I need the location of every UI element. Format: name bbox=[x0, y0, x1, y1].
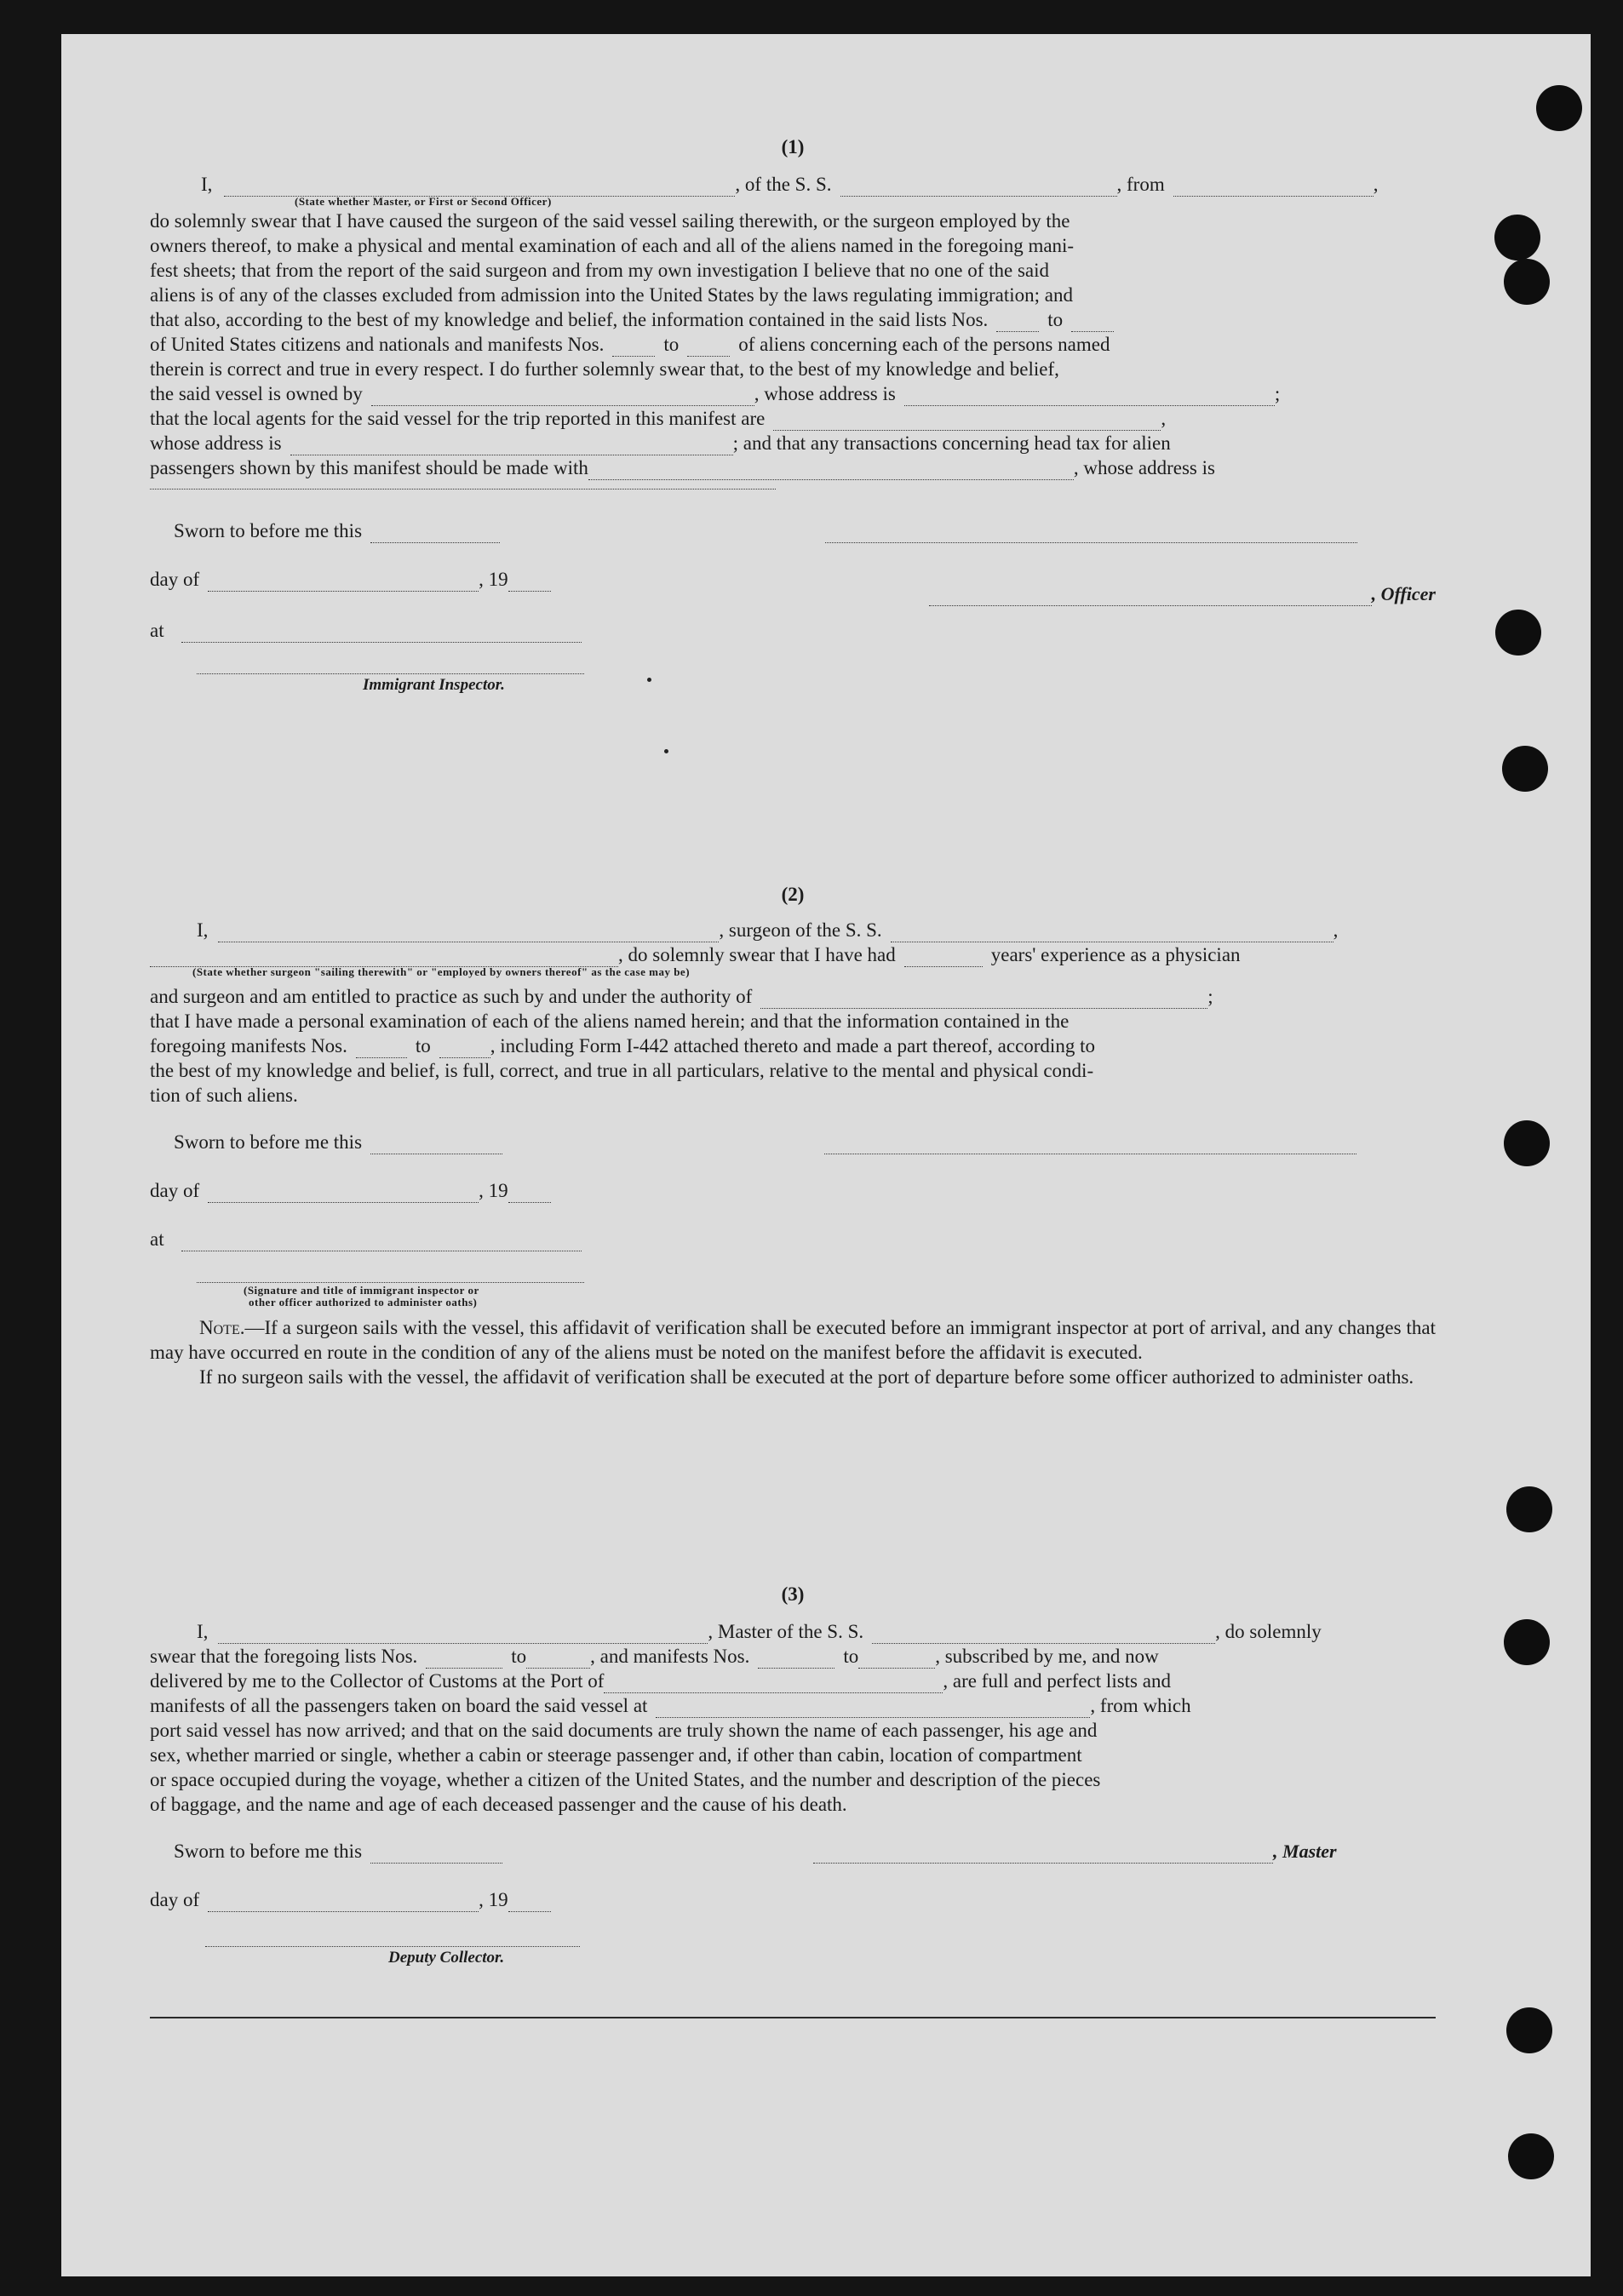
from-port-field[interactable] bbox=[1173, 180, 1374, 197]
at-place-field[interactable] bbox=[181, 1235, 582, 1251]
master-name-field[interactable] bbox=[218, 1628, 708, 1644]
section-1: (1) I, , of the S. S. , from , (State whether Master, or First or Second Officer) do solemnly swear that I have caused the surgeon of the said vessel sailing therewith, or the surgeon employed by the owners thereof, to make a physical and mental examination of each and all of the aliens named in the foregoing mani- fest sheets; that from the report of the said surgeon and from my own investigation I believe that no one of the said aliens is of any of the classes excluded from admission into the United States by the laws regulating immigration; and that also, according to the best of my knowledge and belief, the information contained in the said lists Nos. to of United States citizens and nationals and manifests Nos. to of aliens concerning each of the persons named therein is correct and true in every respect. I do further solemnly swear that, to the best of my knowledge and belief, the said vessel is owned by , whose address is ; that the local agents for the said vessel for the trip reported in this manifest are , whose address is ; and that any transactions concerning head tax for alien passengers shown by this manifest should be made with , whose address is Sworn to before me this day of , 19 , Officer at Immigrant Inspector. bbox=[150, 136, 1436, 694]
lists-to-field[interactable] bbox=[526, 1652, 590, 1669]
year-field[interactable] bbox=[508, 1187, 551, 1203]
sworn-date-field[interactable] bbox=[370, 1138, 502, 1154]
punch-hole-10 bbox=[1508, 2133, 1554, 2179]
manifests-to-field[interactable] bbox=[858, 1652, 935, 1669]
agents-field[interactable] bbox=[773, 415, 1161, 431]
inspector-signature-line[interactable] bbox=[197, 665, 584, 674]
surgeon-signature-line[interactable] bbox=[824, 1138, 1356, 1154]
day-of-field[interactable] bbox=[208, 575, 479, 592]
master-vessel-field[interactable] bbox=[872, 1628, 1215, 1644]
section-number: (3) bbox=[781, 1583, 805, 1605]
punch-hole-2 bbox=[1494, 215, 1540, 261]
field-note: (State whether surgeon "sailing therewith" or "employed by owners thereof" as the case may be) bbox=[192, 965, 691, 978]
master-signature-line[interactable] bbox=[813, 1847, 1273, 1864]
surgeon-vessel-field[interactable] bbox=[891, 926, 1333, 942]
year-field[interactable] bbox=[508, 575, 551, 592]
section-2: (2) I, , surgeon of the S. S. , , do solemnly swear that I have had years' experience as a physician (State whether surgeon "sailing therewith" or "employed by owners thereof" as the case may be) and surgeon and am entitled to practice as such by and under the authority of ; that I have made a personal examination of each of the aliens named herein; and that the information contained in the foregoing manifests Nos. to , including Form I-442 attached thereto and made a part thereof, according to the best of my knowledge and belief, is full, correct, and true in all particulars, relative to the mental and physical condi- tion of such aliens. Sworn to before me this day of , 19 at (Signature and title of immigrant inspector or other officer authorized to administer oaths) Note.—If a surgeon sails with the vessel, this affidavit of verification shall be executed before an immigrant inspector at port of arrival, and any changes that may have occurred en route in the condition of any of the aliens must be noted on the manifest before the affidavit is executed. If no surgeon sails with the vessel, the affidavit of verification shall be executed at the port of departure before some officer authorized to administer oaths. bbox=[150, 884, 1436, 1388]
inspector-signature-line[interactable] bbox=[197, 1274, 584, 1283]
manifests-from-field[interactable] bbox=[758, 1652, 834, 1669]
collector-caption: Deputy Collector. bbox=[388, 1949, 505, 1967]
list-to-field[interactable] bbox=[1071, 316, 1114, 332]
punch-hole-4 bbox=[1495, 610, 1541, 656]
bottom-rule bbox=[150, 2017, 1436, 2018]
surgeon-name-field[interactable] bbox=[218, 926, 719, 942]
inspector-caption: Immigrant Inspector. bbox=[363, 676, 505, 694]
oath-body: port said vessel has now arrived; and that on the said documents are truly shown the name of each passenger, his age and sex, whether married or single, whether a cabin or steerage passenger and, if other than cabin, location of compartment or space occupied during the voyage, whether a citizen of the United States, and the number and description of the pieces bbox=[150, 1720, 1101, 1790]
form-page bbox=[61, 34, 1591, 2276]
address-line[interactable] bbox=[150, 480, 776, 490]
officer-signature-line-1[interactable] bbox=[825, 527, 1357, 543]
section-number: (2) bbox=[781, 884, 805, 905]
sworn-date-field[interactable] bbox=[370, 527, 500, 543]
head-tax-field[interactable] bbox=[588, 464, 1074, 480]
section-3: (3) I, , Master of the S. S. , do solemnly swear that the foregoing lists Nos. to , and manifests Nos. to , subscribed by me, and now delivered by me to the Collector of Customs at the Port of , are full and perfect lists and manifests of all the passengers taken on board the said vessel at , from which port said vessel has now arrived; and that on the said documents are truly shown the name of each passenger, his age and sex, whether married or single, whether a cabin or steerage passenger and, if other than cabin, location of compartment or space occupied during the voyage, whether a citizen of the United States, and the number and description of the pieces of baggage, and the name and age of each deceased passenger and the cause of his death. Sworn to before me this , Master day of , 19 Deputy Collector. bbox=[150, 1583, 1436, 2018]
note-paragraph: Note.—If a surgeon sails with the vessel, this affidavit of verification shall be executed before an immigrant inspector at port of arrival, and any changes that may have occurred en route in the condition of any of the aliens must be noted on the manifest before the affidavit is executed. bbox=[150, 1317, 1436, 1363]
note-label: Note. bbox=[199, 1317, 245, 1338]
officer-signature-line-2[interactable] bbox=[929, 590, 1372, 606]
list-from-field[interactable] bbox=[996, 316, 1039, 332]
punch-hole-8 bbox=[1504, 1619, 1550, 1665]
owner-field[interactable] bbox=[371, 390, 754, 406]
year-field[interactable] bbox=[508, 1896, 551, 1912]
punch-hole-6 bbox=[1504, 1120, 1550, 1166]
authority-field[interactable] bbox=[760, 993, 1207, 1009]
note-paragraph-2: If no surgeon sails with the vessel, the affidavit of verification shall be executed at the port of departure before some officer authorized to administer oaths. bbox=[199, 1366, 1414, 1388]
manifest-to-field[interactable] bbox=[687, 341, 730, 357]
foregoing-from-field[interactable] bbox=[356, 1042, 407, 1058]
punch-hole-1 bbox=[1536, 85, 1582, 131]
signature-note: (Signature and title of immigrant inspector or other officer authorized to administer oaths) bbox=[244, 1284, 479, 1308]
manifest-from-field[interactable] bbox=[612, 341, 655, 357]
vessel-name-field[interactable] bbox=[840, 180, 1117, 197]
punch-hole-7 bbox=[1506, 1486, 1552, 1532]
punch-hole-3 bbox=[1504, 259, 1550, 305]
section-number: (1) bbox=[781, 136, 805, 157]
years-field[interactable] bbox=[904, 951, 983, 967]
punch-hole-9 bbox=[1506, 2007, 1552, 2053]
punch-hole-5 bbox=[1502, 746, 1548, 792]
sworn-date-field[interactable] bbox=[370, 1847, 502, 1864]
lists-from-field[interactable] bbox=[426, 1652, 502, 1669]
oath-body: do solemnly swear that I have caused the surgeon of the said vessel sailing therewith, or the surgeon employed by the owners thereof, to make a physical and mental examination of each and all of the aliens named in the foregoing mani- fest sheets; that from the report of the said surgeon and from my own investigation I believe that no one of the said aliens is of any of the classes excluded from admission into the United States by the laws regulating immigration; and bbox=[150, 210, 1075, 306]
owner-address-field[interactable] bbox=[904, 390, 1275, 406]
day-of-field[interactable] bbox=[208, 1187, 479, 1203]
speck bbox=[664, 749, 668, 753]
at-place-field[interactable] bbox=[181, 627, 582, 643]
oath-line: I, , of the S. S. , from , bbox=[201, 174, 1379, 195]
day-of-field[interactable] bbox=[208, 1896, 479, 1912]
port-field[interactable] bbox=[604, 1677, 943, 1693]
boarding-port-field[interactable] bbox=[656, 1702, 1090, 1718]
agents-address-field[interactable] bbox=[290, 439, 733, 455]
foregoing-to-field[interactable] bbox=[439, 1042, 490, 1058]
collector-signature-line[interactable] bbox=[205, 1938, 580, 1947]
field-note: (State whether Master, or First or Second Officer) bbox=[295, 195, 552, 208]
